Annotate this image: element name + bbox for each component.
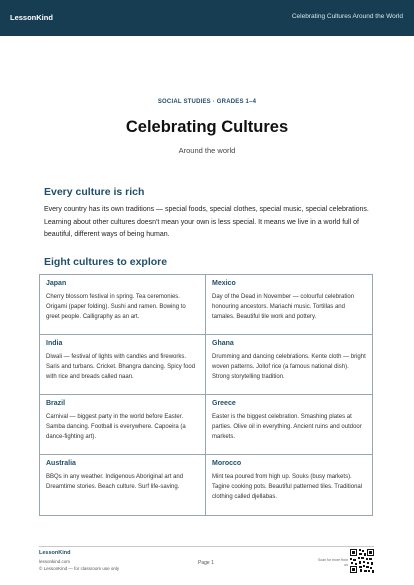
brand-name[interactable]: LessonKind (10, 13, 53, 22)
intro-paragraph: Every country has its own traditions — special foods, special clothes, special music, special celebrations. Learning about other cultures doesn't mean your own is less special. It means we live in a world full of beautiful, different ways of being human. (44, 206, 369, 238)
culture-description: BBQs in any weather. Indigenous Aboriginal art and Dreamtime stories. Beach culture. Surf life-saving. (46, 474, 184, 491)
cultures-grid (39, 274, 373, 516)
culture-name: India (46, 340, 63, 347)
culture-card-japan (40, 275, 206, 335)
qr-scan-note: Scan for more from us (318, 558, 348, 567)
culture-description: Drumming and dancing celebrations. Kente cloth — bright woven patterns. Jollof rice (a famous national dish). Strong storytelling tradition. (212, 354, 366, 381)
header-bar (0, 0, 414, 36)
footer-divider (39, 546, 374, 547)
culture-name: Greece (212, 400, 236, 407)
culture-card-greece (206, 395, 372, 455)
culture-description: Carnival — biggest party in the world before Easter. Samba dancing. Football is everywhere. Capoeira (a dance-fighting art). (46, 414, 186, 441)
culture-description: Mint tea poured from high up. Souks (busy markets). Tagine cooking pots. Beautiful patterned tiles. Traditional clothing called djellabas. (212, 474, 363, 501)
culture-name: Ghana (212, 340, 234, 347)
qr-code-icon[interactable] (350, 549, 374, 573)
culture-name: Brazil (46, 400, 66, 407)
culture-card-india (40, 335, 206, 395)
culture-description: Day of the Dead in November — colourful celebration honouring ancestors. Mariachi music. Tortillas and tamales. Beautiful tile work and pottery. (212, 294, 355, 321)
culture-name: Mexico (212, 280, 236, 287)
footer-copyright: © LessonKind — for classroom use only (39, 566, 120, 571)
footer-site-link[interactable]: lessonkind.com (39, 559, 71, 564)
header-doc-title: Celebrating Cultures Around the World (291, 13, 403, 20)
page-subtitle: Around the world (178, 146, 236, 155)
culture-card-morocco (206, 455, 372, 515)
culture-card-brazil (40, 395, 206, 455)
culture-card-mexico (206, 275, 372, 335)
culture-card-ghana (206, 335, 372, 395)
culture-description: Easter is the biggest celebration. Smashing plates at parties. Olive oil in everything. Ancient ruins and outdoor markets. (212, 414, 362, 441)
footer-brand: LessonKind (39, 550, 71, 556)
subject-kicker: SOCIAL STUDIES · GRADES 1–4 (157, 99, 257, 105)
culture-name: Australia (46, 460, 76, 467)
culture-description: Diwali — festival of lights with candles and fireworks. Saris and turbans. Cricket. Bhangra dancing. Spicy food with rice and breads called naan. (46, 354, 196, 381)
culture-card-australia (40, 455, 206, 515)
page-title: Celebrating Cultures (125, 118, 289, 136)
page-number: Page 1 (198, 560, 214, 566)
section-heading-explore: Eight cultures to explore (44, 256, 168, 268)
culture-name: Japan (46, 280, 67, 287)
section-heading-rich: Every culture is rich (44, 186, 145, 198)
culture-name: Morocco (212, 460, 242, 467)
culture-description: Cherry blossom festival in spring. Tea ceremonies. Origami (paper folding). Sushi and ramen. Bowing to greet people. Calligraphy as an art. (46, 294, 186, 321)
